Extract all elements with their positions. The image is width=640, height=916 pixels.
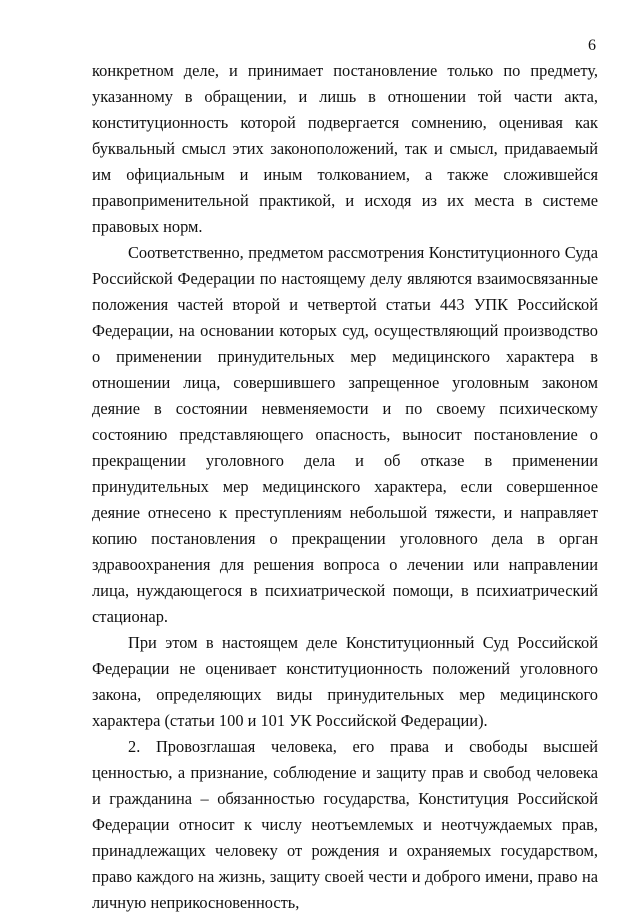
page-number: 6 <box>588 37 596 54</box>
paragraph-continued: конкретном деле, и принимает постановление только по предмету, указанному в обращении, и лишь в отношении той части акта, конституционность которой подвергается сомнению, оценивая как буквальный смысл этих законоположений, так и смысл, придаваемый им официальным и иным толкованием, а также сложившейся правоприменительной практикой, и исходя из их места в системе правовых норм. <box>92 61 598 236</box>
paragraph-section-2: 2. Провозглашая человека, его права и свободы высшей ценностью, а признание, соблюдение и защиту прав и свобод человека и гражданина – обязанностью государства, Конституция Российской Федерации относит к числу неотъемлемых и неотчуждаемых прав, принадлежащих человеку от рождения и охраняемых государством, право каждого на жизнь, защиту своей чести и доброго имени, право на личную неприкосновенность, <box>92 737 598 912</box>
paragraph-scope-exclusion: При этом в настоящем деле Конституционный Суд Российской Федерации не оценивает конституционность положений уголовного закона, определяющих виды принудительных мер медицинского характера (статьи 100 и 101 УК Российской Федерации). <box>92 633 598 730</box>
paragraph-subject-of-review: Соответственно, предметом рассмотрения Конституционного Суда Российской Федерации по настоящему делу являются взаимосвязанные положения частей второй и четвертой статьи 443 УПК Российской Федерации, на основании которых суд, осуществляющий производство о применении принудительных мер медицинского характера в отношении лица, совершившего запрещенное уголовным законом деяние в состоянии невменяемости и по своему психическому состоянию представляющего опасность, выносит постановление о прекращении уголовного дела и об отказе в применении принудительных мер медицинского характера, если совершенное деяние отнесено к преступлениям небольшой тяжести, и направляет копию постановления о прекращении уголовного дела в орган здравоохранения для решения вопроса о лечении или направлении лица, нуждающегося в психиатрической помощи, в психиатрический стационар. <box>92 243 598 626</box>
document-body <box>92 58 598 916</box>
